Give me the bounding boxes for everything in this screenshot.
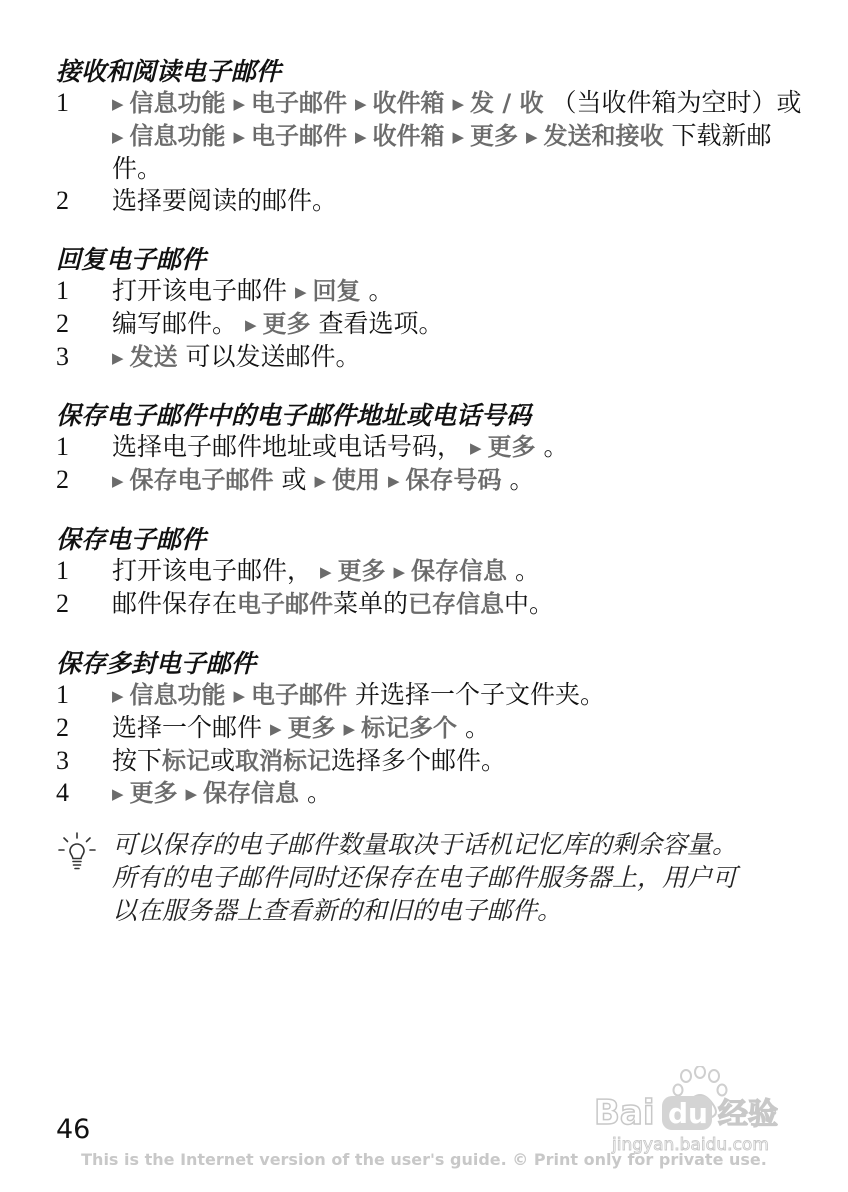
step-item	[56, 679, 796, 712]
watermark-brand-box: du	[668, 1097, 708, 1130]
step-text-run: 菜单的	[333, 589, 409, 618]
step-item	[56, 308, 796, 341]
step-text	[112, 308, 802, 341]
step-text-run: 打开该电子邮件	[112, 276, 295, 305]
step-text	[112, 745, 802, 777]
step-text-run: 。	[368, 276, 394, 305]
step-text-run: 邮件保存在	[112, 589, 238, 618]
menu-path-item	[234, 681, 348, 709]
step-number: 1	[56, 88, 69, 117]
menu-label: 电子邮件	[251, 681, 348, 709]
triangle-right-icon: ▶	[387, 472, 400, 490]
section-save-address	[56, 400, 796, 497]
step-text-run: 。	[514, 556, 540, 585]
step-text-run: 可以发送邮件。	[185, 342, 361, 371]
menu-label: 信息功能	[129, 122, 226, 150]
footer-disclaimer: This is the Internet version of the user's guide. © Print only for private use.	[81, 1150, 767, 1169]
step-text	[112, 555, 802, 588]
step-text-run: 编写邮件。	[112, 309, 245, 338]
menu-label: 保存号码	[405, 466, 502, 494]
menu-path-item	[112, 681, 226, 709]
watermark-url: jingyan.baidu.com	[612, 1135, 769, 1155]
triangle-right-icon: ▶	[314, 472, 326, 490]
triangle-right-icon: ▶	[233, 95, 246, 113]
menu-label: 电子邮件	[251, 122, 348, 150]
menu-path-item	[355, 122, 445, 150]
step-number: 1	[56, 276, 69, 305]
menu-label: 更多	[287, 714, 336, 742]
triangle-right-icon: ▶	[526, 128, 538, 146]
step-text	[112, 341, 802, 374]
step-text	[112, 588, 802, 620]
menu-label: 取消标记	[235, 747, 332, 775]
triangle-right-icon: ▶	[112, 785, 124, 803]
triangle-right-icon: ▶	[343, 720, 355, 738]
menu-label: 已存信息	[408, 590, 505, 618]
step-text-run: 。	[543, 432, 569, 461]
step-text-run: 查看选项。	[318, 309, 444, 338]
menu-path-item	[112, 779, 178, 807]
tip-note	[56, 828, 796, 927]
section-save-email	[56, 524, 796, 620]
menu-path-item	[245, 310, 311, 338]
step-text-run: 选择电子邮件地址或电话号码，	[112, 432, 470, 461]
step-text	[112, 275, 802, 308]
step-text-run: 中。	[504, 589, 555, 618]
triangle-right-icon: ▶	[112, 349, 124, 367]
step-text-run: 打开该电子邮件，	[112, 556, 320, 585]
step-number: 2	[56, 186, 69, 215]
step-text	[112, 712, 802, 745]
step-number: 1	[56, 556, 69, 585]
menu-path-item	[393, 557, 507, 585]
triangle-right-icon: ▶	[244, 316, 257, 334]
step-item	[56, 745, 796, 777]
triangle-right-icon: ▶	[112, 687, 124, 705]
step-list	[56, 431, 796, 497]
menu-label: 收件箱	[372, 122, 445, 150]
menu-path-item	[408, 590, 504, 618]
menu-label: 电子邮件	[251, 89, 348, 117]
lightbulb-icon	[56, 830, 98, 872]
triangle-right-icon: ▶	[355, 95, 367, 113]
step-number: 3	[56, 342, 69, 371]
triangle-right-icon: ▶	[269, 720, 282, 738]
step-text-run: 选择一个邮件	[112, 713, 270, 742]
section-title: 保存电子邮件中的电子邮件地址或电话号码	[56, 401, 532, 430]
triangle-right-icon: ▶	[452, 95, 465, 113]
menu-path-item	[112, 466, 274, 494]
triangle-right-icon: ▶	[185, 785, 198, 803]
step-item	[56, 464, 796, 497]
step-number: 4	[56, 778, 69, 807]
menu-path-item	[453, 122, 519, 150]
menu-label: 更多	[470, 122, 519, 150]
step-number: 1	[56, 680, 69, 709]
menu-label: 更多	[487, 433, 536, 461]
page-number: 46	[56, 1114, 91, 1145]
menu-label: 信息功能	[129, 89, 226, 117]
menu-label: 更多	[129, 779, 178, 807]
step-text-run: 并选择一个子文件夹。	[355, 680, 606, 709]
menu-label: 回复	[312, 277, 361, 305]
step-text-run: 。	[464, 713, 490, 742]
step-item	[56, 588, 796, 620]
menu-label: 发送和接收	[543, 122, 664, 150]
menu-path-item	[112, 343, 178, 371]
menu-label: 标记多个	[361, 714, 457, 742]
step-item	[56, 555, 796, 588]
step-text-run: 。	[509, 465, 535, 494]
menu-label: 标记	[162, 747, 211, 775]
menu-label: 信息功能	[129, 681, 226, 709]
menu-label: 发 / 收	[470, 89, 544, 117]
menu-path-item	[453, 89, 544, 117]
triangle-right-icon: ▶	[112, 95, 124, 113]
menu-label: 使用	[332, 466, 380, 494]
step-text-run: 选择多个邮件。	[331, 746, 507, 775]
step-item	[56, 777, 796, 810]
menu-label: 保存信息	[203, 779, 300, 807]
section-title: 接收和阅读电子邮件	[56, 57, 282, 86]
step-text-run: 下载新邮件。	[112, 121, 772, 183]
step-list	[56, 87, 802, 217]
step-text	[112, 185, 802, 217]
step-number: 2	[56, 465, 69, 494]
menu-path-item	[388, 466, 502, 494]
step-item	[56, 275, 796, 308]
step-list	[56, 275, 796, 374]
step-text-run: 或	[210, 746, 236, 775]
menu-path-item	[355, 89, 445, 117]
triangle-right-icon: ▶	[355, 128, 367, 146]
step-text	[112, 679, 802, 712]
menu-path-item	[314, 466, 380, 494]
menu-label: 收件箱	[372, 89, 445, 117]
menu-label: 电子邮件	[237, 590, 334, 618]
section-title: 保存电子邮件	[56, 525, 207, 554]
step-text	[112, 431, 802, 464]
tip-text: 可以保存的电子邮件数量取决于话机记忆库的剩余容量。所有的电子邮件同时还保存在电子邮件服务器上，用户可以在服务器上查看新的和旧的电子邮件。	[112, 830, 738, 925]
step-number: 1	[56, 432, 69, 461]
menu-path-item	[270, 714, 336, 742]
menu-path-item	[112, 122, 226, 150]
menu-path-item	[526, 122, 664, 150]
section-reply-email	[56, 244, 796, 374]
triangle-right-icon: ▶	[469, 439, 482, 457]
menu-path-item	[237, 590, 333, 618]
menu-path-item	[162, 747, 210, 775]
step-item	[56, 712, 796, 745]
triangle-right-icon: ▶	[452, 128, 465, 146]
step-text-run: 。	[307, 778, 333, 807]
menu-path-item	[343, 714, 457, 742]
menu-label: 更多	[262, 310, 311, 338]
section-receive-email	[56, 56, 802, 217]
menu-label: 保存信息	[411, 557, 507, 585]
triangle-right-icon: ▶	[112, 128, 124, 146]
step-text-run: （当收件箱为空时）或	[551, 88, 802, 117]
step-number: 2	[56, 589, 69, 618]
triangle-right-icon: ▶	[319, 563, 332, 581]
section-save-multiple	[56, 648, 796, 810]
triangle-right-icon: ▶	[112, 472, 124, 490]
step-item	[56, 185, 796, 217]
step-text-run: 选择要阅读的邮件。	[112, 186, 338, 215]
menu-label: 更多	[337, 557, 386, 585]
menu-path-item	[235, 747, 331, 775]
watermark-brand: Bai	[594, 1093, 655, 1133]
triangle-right-icon: ▶	[233, 128, 246, 146]
step-item	[56, 431, 796, 464]
step-item	[56, 87, 802, 185]
menu-path-item	[186, 779, 300, 807]
step-number: 2	[56, 309, 69, 338]
step-list	[56, 555, 796, 620]
triangle-right-icon: ▶	[294, 283, 307, 301]
step-item	[56, 341, 796, 374]
menu-path-item	[112, 89, 226, 117]
menu-path-item	[295, 277, 361, 305]
step-text	[112, 87, 802, 185]
step-text-run: 按下	[112, 746, 163, 775]
step-text	[112, 777, 802, 810]
step-list	[56, 679, 796, 810]
menu-path-item	[320, 557, 386, 585]
triangle-right-icon: ▶	[393, 563, 405, 581]
section-title: 回复电子邮件	[56, 245, 207, 274]
step-text	[112, 464, 802, 497]
watermark-brand-suffix: 经验	[718, 1097, 778, 1132]
step-number: 3	[56, 746, 69, 775]
triangle-right-icon: ▶	[233, 687, 246, 705]
step-text-run: 或	[281, 465, 315, 494]
menu-path-item	[234, 122, 348, 150]
menu-path-item	[470, 433, 536, 461]
menu-label: 保存电子邮件	[129, 466, 274, 494]
section-title: 保存多封电子邮件	[56, 649, 257, 678]
step-number: 2	[56, 713, 69, 742]
menu-label: 发送	[129, 343, 178, 371]
menu-path-item	[234, 89, 348, 117]
